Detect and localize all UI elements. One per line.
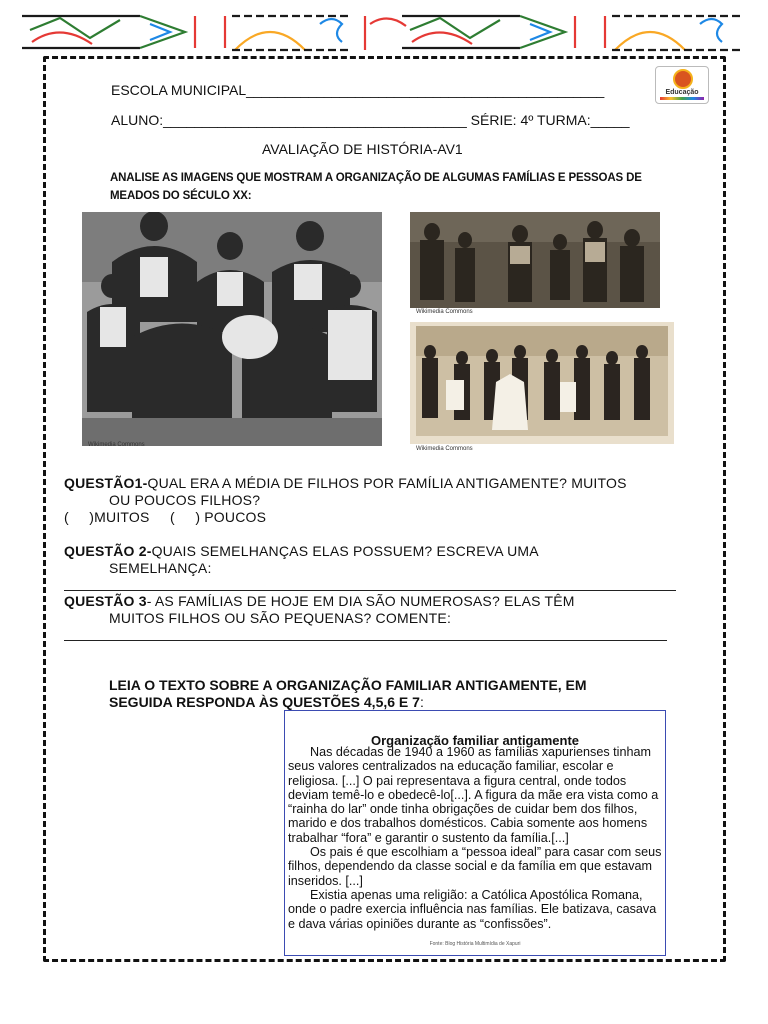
reading-paragraph-3: Existia apenas uma religião: a Católica Apostólica Romana, onde o padre exercia influência nas famílias. Ele batizava, casava e dava várias opiniões durante as “confissões”. [288,887,657,931]
family-photo-1 [82,212,382,446]
instruction-line-1: ANALISE AS IMAGENS QUE MOSTRAM A ORGANIZAÇÃO DE ALGUMAS FAMÍLIAS E PESSOAS DE [110,172,642,184]
reading-source: Fonte: Blog História Multimídia de Xapuri [429,941,521,947]
instruction-line-2: MEADOS DO SÉCULO XX: [110,190,252,202]
reading-instruction-2: SEGUIDA RESPONDA ÀS QUESTÕES 4,5,6 E 7: [109,694,424,710]
question-3-line-2: MUITOS FILHOS OU SÃO PEQUENAS? COMENTE: [109,610,452,626]
photo-3-caption: Wikimedia Commons [416,446,473,452]
reading-instruction-1: LEIA O TEXTO SOBRE A ORGANIZAÇÃO FAMILIAR ANTIGAMENTE, EM [109,677,587,693]
photo-2-caption: Wikimedia Commons [416,309,473,315]
student-info-field: ALUNO:_______________________________________ SÉRIE: 4º TURMA:_____ [111,112,630,128]
question-2: QUESTÃO 2-QUAIS SEMELHANÇAS ELAS POSSUEM? ESCREVA UMA [64,543,539,559]
emblem-icon [673,69,693,89]
question-1-options[interactable]: ( )MUITOS ( ) POUCOS [64,509,267,525]
reading-paragraph-1: Nas décadas de 1940 a 1960 as famílias xapurienses tinham seus valores centralizados na educação familiar, escolar e religiosa. [...] O pai representava a figura central, onde todos deviam temê-lo e obedecê-lo[...]. A figura da mãe era vista como a “rainha do lar” onde tinha obrigações de cuidar bem dos filhos, marido e dos trabalhos domésticos. Cabia somente aos homens trabalhar “fora” e garantir o sustento da família.[...] [288,745,659,845]
reading-paragraph-2: Os pais é que escolhiam a “pessoa ideal” para casar com seus filhos, dependendo da classe social e da família em que estavam inseridos. [...] [288,845,662,888]
school-name-field: ESCOLA MUNICIPAL______________________________________________ [111,82,605,98]
question-1: QUESTÃO1-QUAL ERA A MÉDIA DE FILHOS POR FAMÍLIA ANTIGAMENTE? MUITOS [64,475,627,491]
question-2-line-2: SEMELHANÇA: [109,560,212,576]
decorative-top-border [20,10,742,54]
photo-1-caption: Wikimedia Commons [88,442,145,448]
education-logo: Educação [655,66,709,104]
reading-text-title: Organização familiar antigamente [370,733,580,748]
answer-line-2[interactable] [64,590,676,591]
reading-text-box [284,710,666,956]
page-title: AVALIAÇÃO DE HISTÓRIA-AV1 [262,141,463,157]
reading-text-body [288,745,664,931]
family-photo-2 [410,212,660,308]
answer-line-3[interactable] [64,640,667,641]
question-1-line-2: OU POUCOS FILHOS? [109,492,261,508]
question-3: QUESTÃO 3- AS FAMÍLIAS DE HOJE EM DIA SÃO NUMEROSAS? ELAS TÊM [64,593,575,609]
family-photo-3 [410,322,674,444]
